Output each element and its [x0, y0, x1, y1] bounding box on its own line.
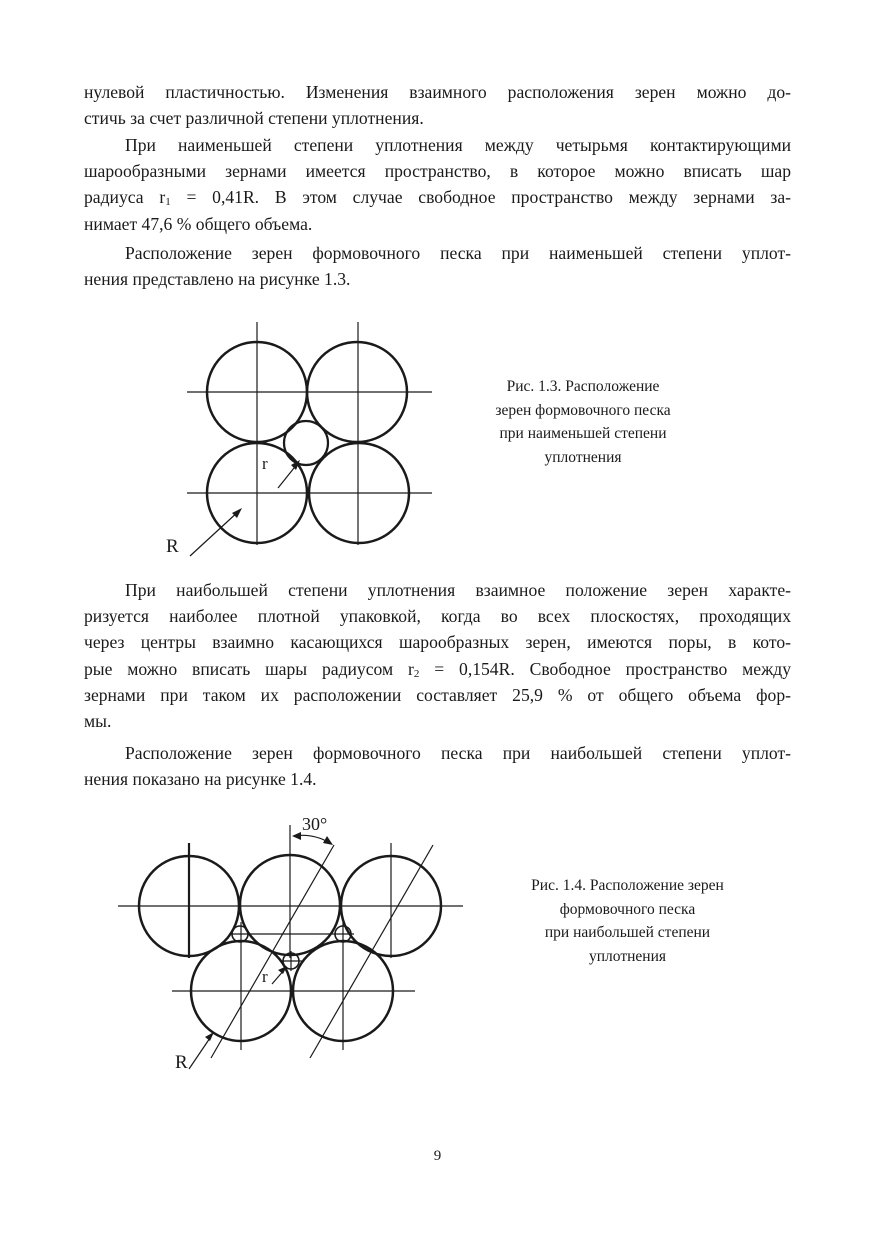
- diagonal-line: [211, 845, 334, 1058]
- figure-1-4-caption: [505, 874, 750, 968]
- label-R: R: [166, 536, 179, 557]
- paragraph-5: [84, 740, 791, 792]
- arrowhead: [323, 836, 333, 845]
- paragraph-1: [84, 79, 791, 131]
- paragraph-3: [84, 240, 791, 292]
- text-line: нения представлено на рисунке 1.3.: [84, 269, 351, 290]
- caption-line: зерен формовочного песка: [495, 401, 671, 419]
- diagonal-line: [310, 845, 433, 1058]
- page-number: 9: [433, 1148, 442, 1164]
- text-line: При наименьшей степени уплотнения между четырьмя контактирующими: [125, 135, 791, 155]
- text-line: стичь за счет различной степени уплотнения.: [84, 108, 424, 129]
- text-line: нимает 47,6 % общего объема.: [84, 213, 313, 234]
- text-line: [84, 184, 791, 210]
- text-line: нения показано на рисунке 1.4.: [84, 769, 317, 790]
- text-line: нулевой пластичностью. Изменения взаимного расположения зерен можно до-: [84, 82, 791, 102]
- pore-circle: [284, 421, 328, 465]
- label-r: r: [262, 454, 268, 473]
- grain-circle: [240, 855, 340, 955]
- text-line: зернами при таком их расположении составляет 25,9 % от общего объема фор-: [84, 684, 791, 705]
- text-line: Расположение зерен формовочного песка при наибольшей степени уплот-: [125, 743, 791, 763]
- caption-line: уплотнения: [589, 947, 666, 965]
- caption-line: Рис. 1.3. Расположение: [506, 378, 660, 395]
- arrowhead: [205, 1032, 214, 1041]
- caption-line: формовочного песка: [559, 900, 696, 918]
- angle-arc: [294, 835, 330, 843]
- label-r: r: [262, 967, 268, 986]
- text-line: шарообразными зернами имеется пространство, в которое можно вписать шар: [84, 161, 791, 182]
- caption-line: при наибольшей степени: [544, 924, 711, 942]
- grain-circle: [207, 443, 307, 543]
- radius-arrow-line: [189, 1035, 212, 1069]
- grain-circle: [139, 856, 239, 956]
- grain-circle: [207, 342, 307, 442]
- paragraph-4: [84, 577, 791, 734]
- text-line: При наибольшей степени уплотнения взаимное положение зерен характе-: [125, 580, 791, 600]
- radius-arrow-line: [278, 463, 298, 488]
- text-line: ризуется наиболее плотной упаковкой, когда во всех плоскостях, проходящих: [84, 606, 791, 627]
- pore-circle: [283, 953, 299, 969]
- pore-circle: [232, 926, 248, 942]
- text-fragment: радиуса r: [84, 187, 166, 208]
- subscript: 2: [413, 667, 420, 680]
- pore-circle: [335, 926, 351, 942]
- arrowhead: [232, 508, 242, 518]
- arrowhead: [278, 966, 287, 974]
- text-fragment: рые можно вписать шары радиусом r: [84, 658, 414, 679]
- label-angle: 30°: [302, 814, 328, 834]
- grain-circle: [191, 941, 291, 1041]
- text-fragment: = 0,154R. Свободное пространство между: [419, 658, 791, 679]
- text-line: мы.: [84, 711, 112, 732]
- grain-circle: [309, 443, 409, 543]
- caption-line: уплотнения: [544, 448, 622, 466]
- subscript: 1: [165, 196, 171, 209]
- text-line: [84, 656, 791, 682]
- radius-arrow-line: [272, 969, 285, 984]
- text-line: через центры взаимно касающихся шарообразных зерен, имеются поры, в кото-: [84, 632, 791, 653]
- caption-line: при наименьшей степени: [499, 425, 667, 443]
- grain-circle: [293, 941, 393, 1041]
- figure-1-3-caption: [478, 375, 688, 469]
- caption-line: Рис. 1.4. Расположение зерен: [531, 877, 724, 894]
- grain-circle: [307, 342, 407, 442]
- text-line: Расположение зерен формовочного песка при наименьшей степени уплот-: [125, 243, 791, 263]
- label-R: R: [175, 1052, 188, 1073]
- arrowhead: [292, 832, 301, 840]
- paragraph-2: [84, 132, 791, 237]
- arrowhead: [291, 460, 300, 470]
- grain-circle: [341, 856, 441, 956]
- radius-arrow-line: [190, 510, 240, 556]
- text-fragment: = 0,41R. В этом случае свободное пространство между зернами за-: [170, 187, 791, 208]
